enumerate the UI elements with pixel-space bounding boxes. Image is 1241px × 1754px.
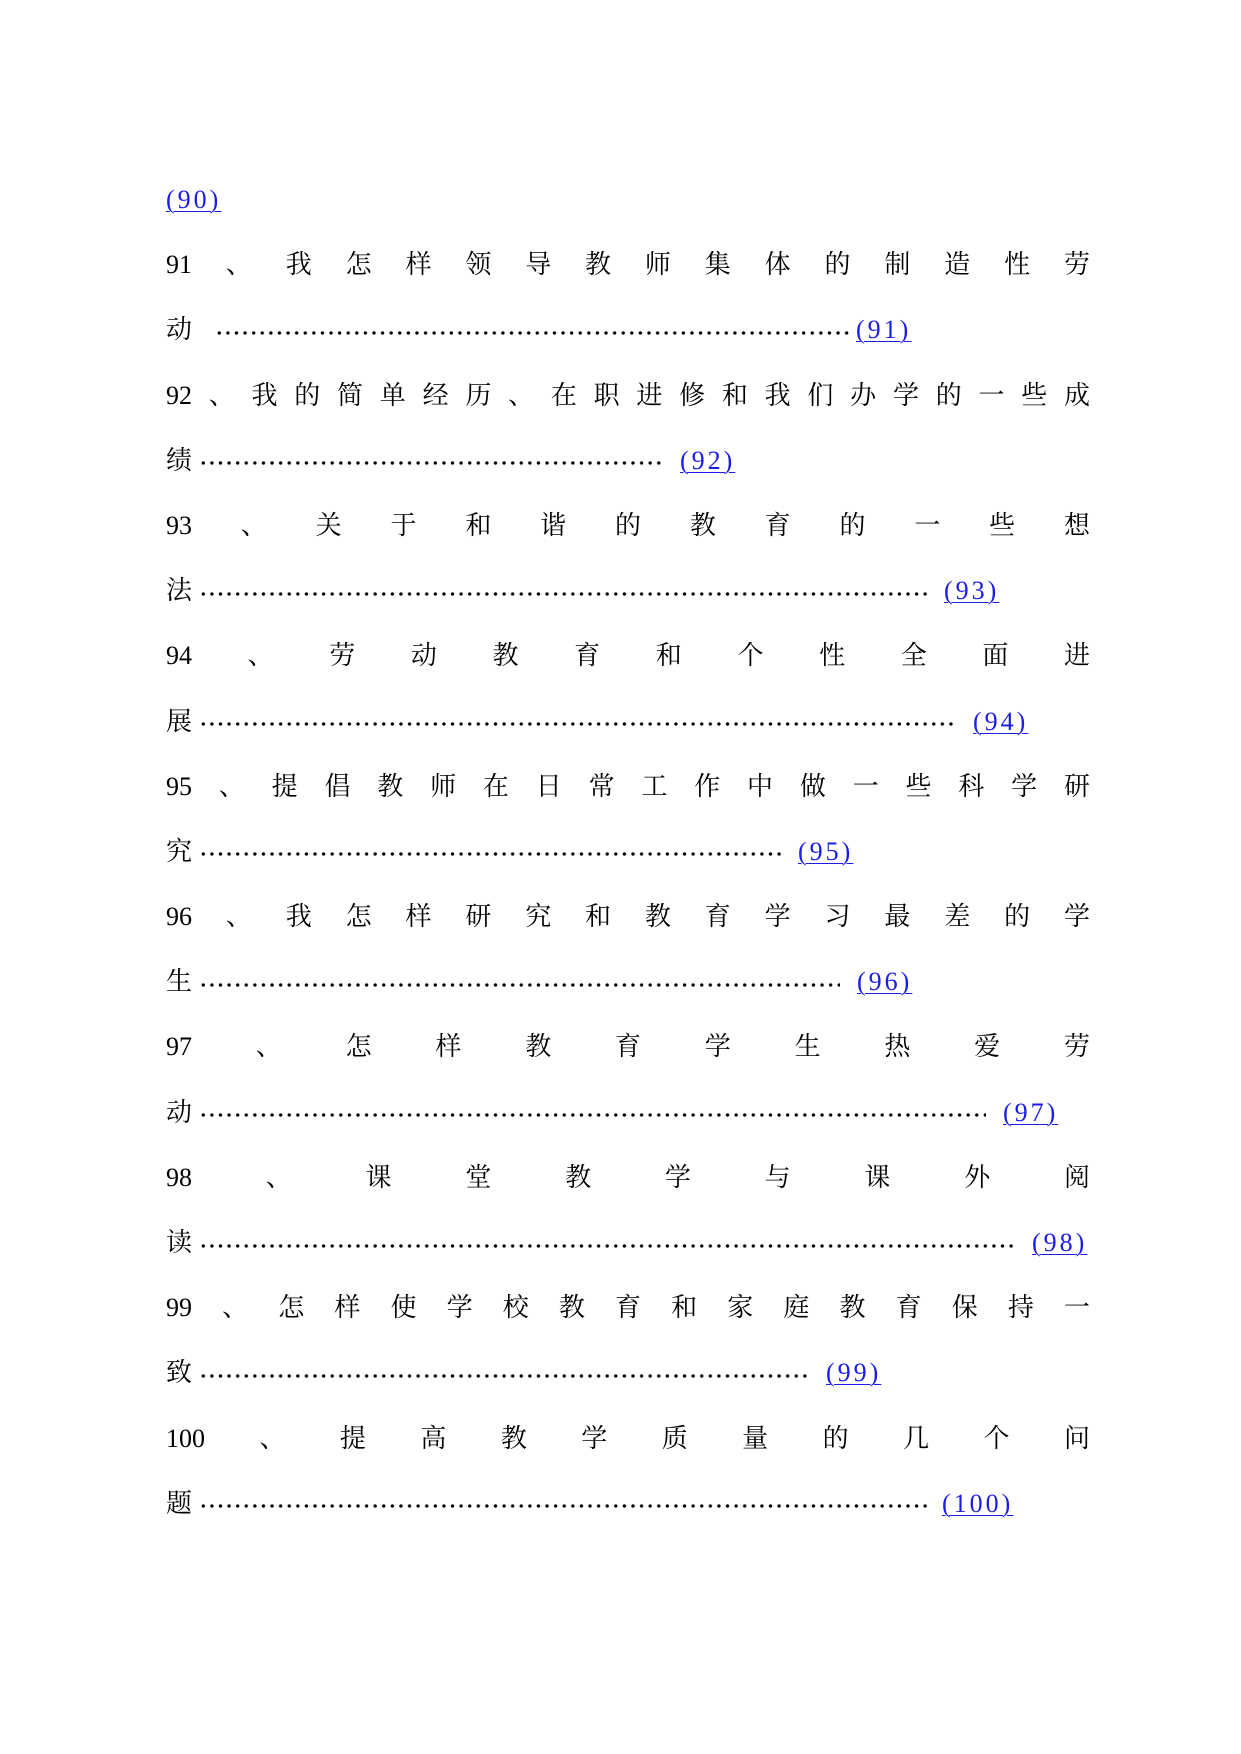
toc-entry-continuation: 法 xyxy=(166,576,193,606)
toc-entry-continuation-line xyxy=(166,297,1090,362)
toc-entry-heading-line xyxy=(166,754,1090,819)
toc-entry-continuation-line xyxy=(166,428,1090,493)
dot-leader xyxy=(197,447,663,473)
toc-page-link[interactable]: (93) xyxy=(944,576,1000,606)
toc-carryover-line xyxy=(166,167,1090,232)
toc-page-link[interactable]: (98) xyxy=(1032,1228,1088,1257)
toc-entry-heading: 97、怎样教育学生热爱劳 xyxy=(166,1032,1090,1062)
toc-entry-continuation: 究 xyxy=(166,836,193,866)
table-of-contents xyxy=(166,167,1090,1536)
toc-page-link[interactable]: (94) xyxy=(973,706,1029,736)
toc-entry-heading-line xyxy=(166,1275,1090,1340)
dot-leader xyxy=(197,1360,809,1386)
toc-entry-continuation-line xyxy=(166,1210,1090,1275)
toc-entry-continuation: 动 xyxy=(166,315,193,345)
toc-entry-continuation: 生 xyxy=(166,967,193,997)
toc-page-link[interactable]: (100) xyxy=(942,1488,1014,1518)
toc-entry-heading-line xyxy=(166,232,1090,297)
toc-entry-continuation: 致 xyxy=(166,1358,193,1388)
dot-leader xyxy=(197,1230,1015,1256)
toc-entry-heading-line xyxy=(166,1014,1090,1079)
toc-entry-heading-line xyxy=(166,363,1090,428)
toc-entry-heading-line xyxy=(166,1145,1090,1210)
toc-page-link[interactable]: (96) xyxy=(857,967,913,997)
toc-entry-continuation-line xyxy=(166,949,1090,1014)
toc-entry-heading-line xyxy=(166,1406,1090,1471)
toc-page-link[interactable]: (99) xyxy=(826,1358,882,1388)
toc-entry-heading-line xyxy=(166,884,1090,949)
dot-leader xyxy=(213,317,850,343)
toc-entry-heading-line xyxy=(166,623,1090,688)
toc-page-link[interactable]: (95) xyxy=(798,836,854,866)
toc-carryover-page-link[interactable]: (90) xyxy=(166,185,222,214)
toc-entry-heading: 99、怎样使学校教育和家庭教育保持一 xyxy=(166,1293,1090,1323)
dot-leader xyxy=(197,1490,927,1516)
toc-entry-continuation-line xyxy=(166,819,1090,884)
toc-entry-heading: 96、我怎样研究和教育学习最差的学 xyxy=(166,902,1090,932)
dot-leader xyxy=(197,578,927,604)
dot-leader xyxy=(197,969,840,995)
toc-entry-heading: 91、我怎样领导教师集体的制造性劳 xyxy=(166,250,1090,280)
toc-entry-continuation: 动 xyxy=(166,1097,193,1127)
toc-entry-continuation: 展 xyxy=(166,706,193,736)
toc-entry-continuation-line xyxy=(166,1471,1090,1536)
toc-entry-heading: 100、提高教学质量的几个问 xyxy=(166,1423,1090,1453)
toc-page-link[interactable]: (91) xyxy=(856,315,912,345)
dot-leader xyxy=(197,708,955,734)
toc-entry-heading: 94、劳动教育和个性全面进 xyxy=(166,641,1090,671)
toc-entry-continuation-line xyxy=(166,1340,1090,1405)
toc-entry-continuation: 题 xyxy=(166,1488,193,1518)
toc-entry-continuation-line xyxy=(166,1080,1090,1145)
toc-entry-heading: 93、关于和谐的教育的一些想 xyxy=(166,510,1090,540)
toc-entry-heading: 92、我的简单经历、在职进修和我们办学的一些成 xyxy=(166,380,1090,410)
toc-entry-continuation-line xyxy=(166,558,1090,623)
toc-entry-continuation: 绩 xyxy=(166,445,193,475)
toc-entry-continuation-line xyxy=(166,689,1090,754)
toc-entry-heading: 95、提倡教师在日常工作中做一些科学研 xyxy=(166,771,1090,801)
dot-leader xyxy=(197,838,781,864)
toc-page-link[interactable]: (97) xyxy=(1003,1097,1059,1127)
toc-entry-heading-line xyxy=(166,493,1090,558)
dot-leader xyxy=(197,1099,986,1125)
toc-entry-heading: 98、课堂教学与课外阅 xyxy=(166,1162,1090,1192)
toc-page-link[interactable]: (92) xyxy=(680,445,736,475)
toc-entry-continuation: 读 xyxy=(166,1228,193,1257)
